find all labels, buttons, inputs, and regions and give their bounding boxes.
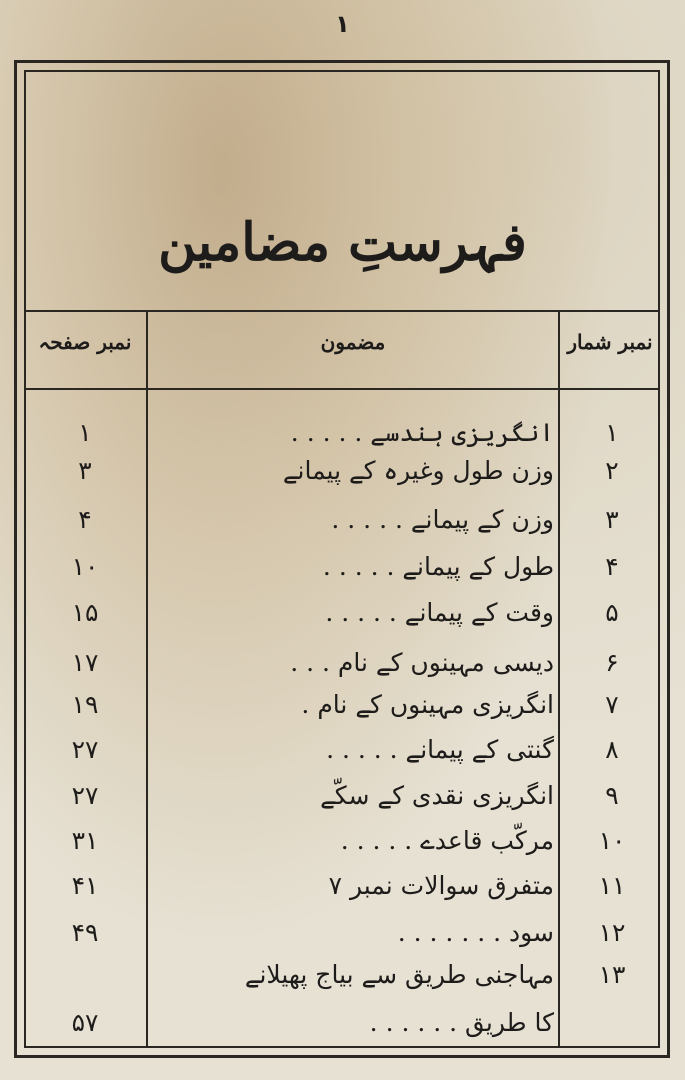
row-topic: انگریزی مہینوں کے نام . — [301, 690, 554, 719]
row-page: ۱۷ — [71, 648, 99, 677]
row-topic: متفرق سوالات نمبر ۷ — [328, 871, 554, 900]
page-number: ۱ — [335, 10, 350, 38]
page-title: فہرستِ مضامین — [158, 212, 527, 273]
row-page: ۱۰ — [71, 552, 99, 581]
table-row — [24, 418, 660, 456]
header-bottom-rule — [24, 388, 660, 390]
row-serial: ۳ — [605, 505, 619, 534]
row-page: ۲۷ — [71, 781, 99, 810]
row-serial: ۹ — [605, 781, 619, 810]
row-page: ۳ — [78, 456, 92, 485]
row-page: ۴۱ — [71, 871, 99, 900]
row-topic: سود . . . . . . . — [397, 918, 554, 947]
row-topic: وزن طول وغیرہ کے پیمانے — [282, 456, 554, 485]
row-page: ۳۱ — [71, 826, 99, 855]
table-row — [24, 960, 660, 998]
table-row — [24, 781, 660, 819]
row-page: ۲۷ — [71, 735, 99, 764]
row-page: ۵۷ — [71, 1008, 99, 1037]
row-topic: کا طریق . . . . . . — [369, 1008, 554, 1037]
row-topic: گنتی کے پیمانے . . . . . — [326, 735, 554, 764]
table-row — [24, 648, 660, 686]
table-row — [24, 735, 660, 773]
row-serial: ۱۲ — [598, 918, 626, 947]
header-page: نمبر صفحہ — [38, 330, 132, 354]
row-serial: ۶ — [605, 648, 619, 677]
row-serial: ۷ — [605, 690, 619, 719]
row-serial: ۱۱ — [598, 871, 626, 900]
row-topic: وزن کے پیمانے . . . . . — [331, 505, 554, 534]
row-page: ۴۹ — [71, 918, 99, 947]
table-row — [24, 826, 660, 864]
row-topic: مہاجنی طریق سے بیاج پھیلانے — [244, 960, 554, 989]
table-row — [24, 690, 660, 728]
header-topic: مضمون — [320, 330, 386, 354]
row-topic: دیسی مہینوں کے نام . . . — [290, 648, 554, 677]
row-page: ۱۵ — [71, 598, 99, 627]
row-serial: ۴ — [605, 552, 619, 581]
table-row — [24, 456, 660, 494]
row-page: ۱ — [78, 418, 92, 447]
row-serial: ۲ — [605, 456, 619, 485]
row-topic: مرکّب قاعدے . . . . . — [340, 826, 554, 855]
table-top-rule — [24, 310, 660, 312]
row-serial: ۸ — [605, 735, 619, 764]
row-page: ۴ — [78, 505, 92, 534]
row-page: ۱۹ — [71, 690, 99, 719]
row-serial: ۵ — [605, 598, 619, 627]
table-row — [24, 871, 660, 909]
table-row — [24, 505, 660, 543]
row-serial: ۱ — [605, 418, 619, 447]
row-topic: انگریزی ہندسے . . . . . — [290, 418, 554, 447]
table-row — [24, 552, 660, 590]
row-serial: ۱۰ — [598, 826, 626, 855]
table-row — [24, 1008, 660, 1046]
table-row — [24, 598, 660, 636]
header-serial: نمبر شمار — [567, 330, 653, 354]
row-topic: انگریزی نقدی کے سکّے — [320, 781, 554, 810]
row-serial: ۱۳ — [598, 960, 626, 989]
table-row — [24, 918, 660, 956]
row-topic: طول کے پیمانے . . . . . — [322, 552, 554, 581]
row-topic: وقت کے پیمانے . . . . . — [325, 598, 554, 627]
